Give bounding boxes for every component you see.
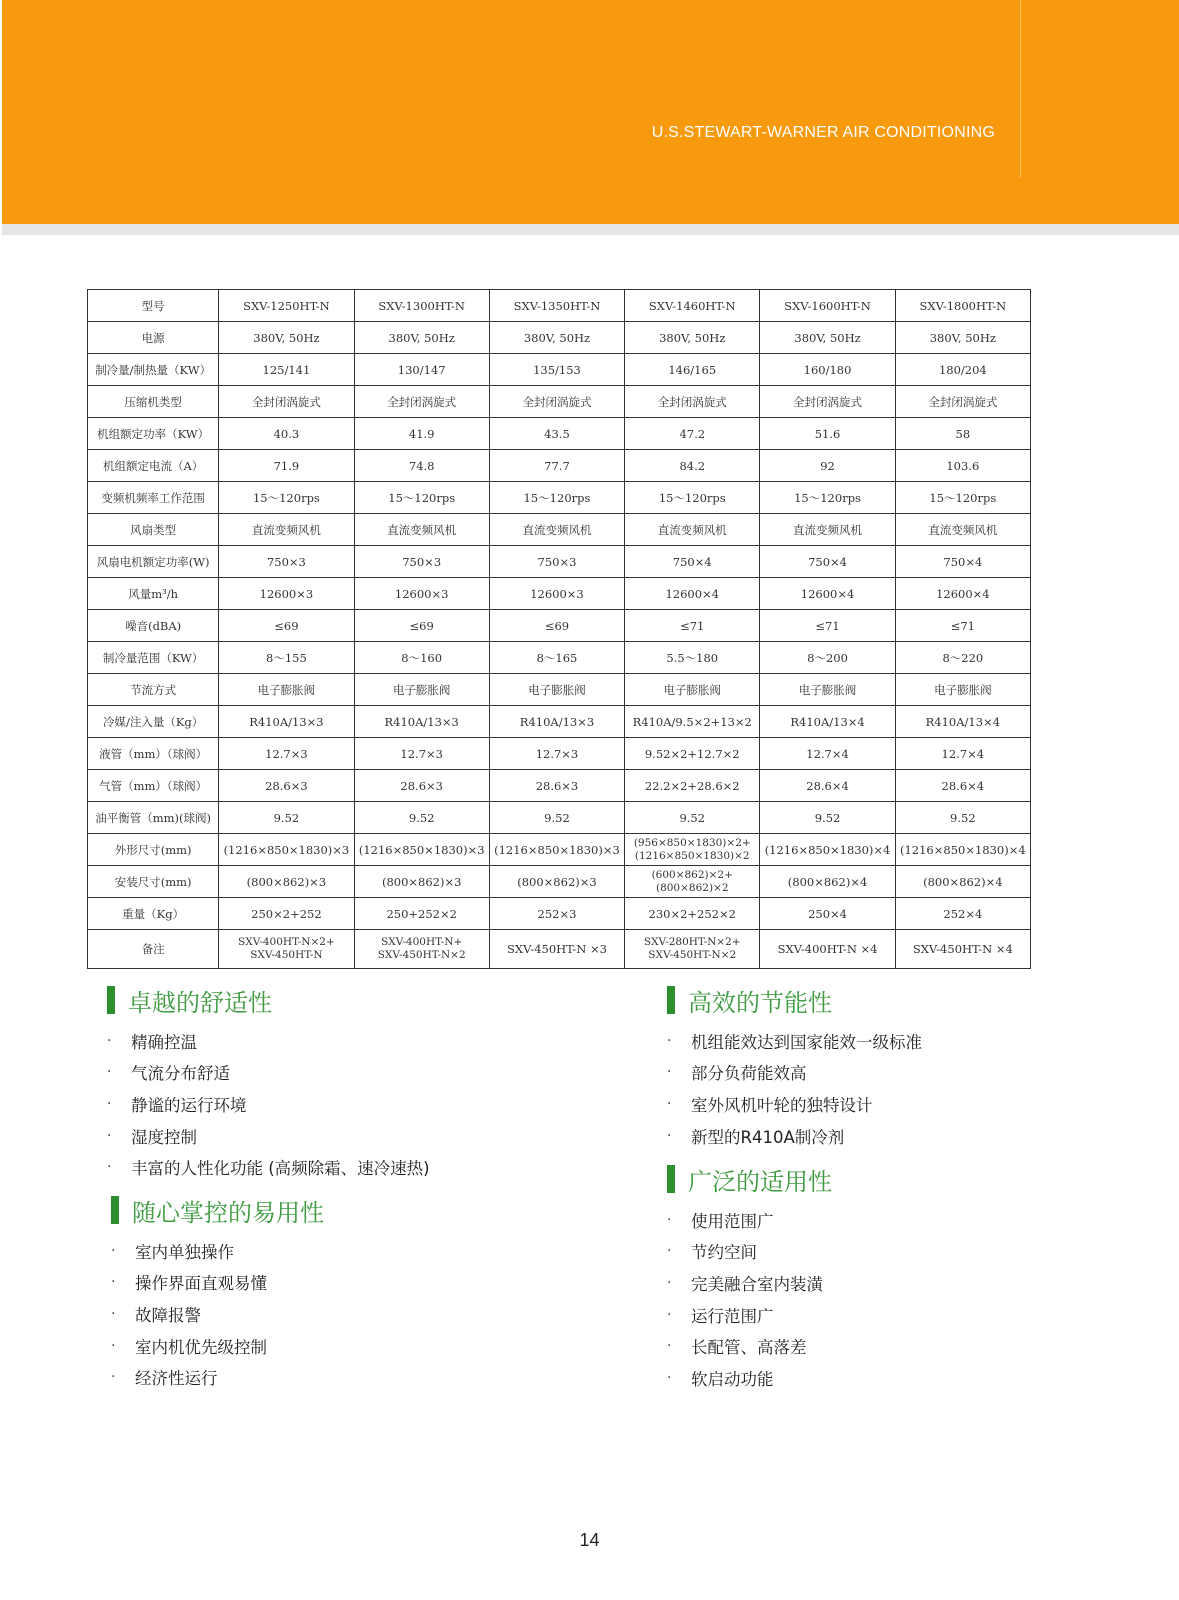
bullet-icon: · <box>667 1274 672 1291</box>
list-item <box>107 1151 430 1183</box>
list-item-text: 软启动功能 <box>691 1369 774 1389</box>
table-row <box>88 514 1031 546</box>
table-cell: 28.6×3 <box>354 770 489 802</box>
table-cell: 71.9 <box>219 450 354 482</box>
table-cell: 12600×4 <box>760 578 895 610</box>
row-label: 机组额定电流（A） <box>88 450 219 482</box>
bullet-icon: · <box>111 1305 116 1322</box>
section-heading <box>667 1164 832 1194</box>
bullet-icon: · <box>111 1242 116 1259</box>
table-cell: SXV-1800HT-N <box>895 290 1030 322</box>
table-row <box>88 322 1031 354</box>
table-row <box>88 898 1031 930</box>
list-item-text: 室外风机叶轮的独特设计 <box>691 1095 873 1115</box>
list-item <box>667 1025 922 1057</box>
heading-bar <box>107 986 115 1014</box>
table-cell: ≤71 <box>760 610 895 642</box>
bullet-icon: · <box>667 1095 672 1112</box>
cell-line: (600×862)×2+ <box>651 868 733 881</box>
list-item-text: 新型的R410A制冷剂 <box>691 1127 845 1147</box>
table-cell: 全封闭涡旋式 <box>895 386 1030 418</box>
list-item-text: 使用范围广 <box>691 1211 774 1231</box>
table-cell <box>625 834 760 866</box>
table-row <box>88 450 1031 482</box>
table-cell: SXV-1350HT-N <box>489 290 624 322</box>
table-cell: 直流变频风机 <box>354 514 489 546</box>
table-cell: SXV-1300HT-N <box>354 290 489 322</box>
row-label: 液管（mm）（球阀） <box>88 738 219 770</box>
table-row <box>88 834 1031 866</box>
list-item-text: 精确控温 <box>131 1032 197 1052</box>
list-item <box>111 1267 324 1299</box>
section-title: 高效的节能性 <box>688 988 832 1017</box>
list-item-text: 气流分布舒适 <box>131 1064 230 1084</box>
row-label: 变频机频率工作范围 <box>88 482 219 514</box>
row-label: 制冷量范围（KW） <box>88 642 219 674</box>
bullet-icon: · <box>111 1274 116 1291</box>
table-cell: 8～165 <box>489 642 624 674</box>
table-cell: 380V, 50Hz <box>625 322 760 354</box>
table-cell: 750×4 <box>625 546 760 578</box>
table-cell: 77.7 <box>489 450 624 482</box>
table-cell: 9.52 <box>625 802 760 834</box>
list-item <box>667 1362 832 1394</box>
table-cell <box>354 930 489 969</box>
table-cell: 8～200 <box>760 642 895 674</box>
list-item-text: 丰富的人性化功能 (高频除霜、速冷速热) <box>131 1159 430 1179</box>
list-item-text: 湿度控制 <box>131 1127 197 1147</box>
header-divider <box>1020 0 1021 178</box>
table-cell: 252×4 <box>895 898 1030 930</box>
table-cell: 74.8 <box>354 450 489 482</box>
row-label: 风扇类型 <box>88 514 219 546</box>
table-row <box>88 642 1031 674</box>
table-row <box>88 706 1031 738</box>
table-cell: (1216×850×1830)×3 <box>489 834 624 866</box>
table-cell: 750×4 <box>760 546 895 578</box>
table-cell: 15～120rps <box>219 482 354 514</box>
list-item <box>107 1088 430 1120</box>
row-label: 风扇电机额定功率(W) <box>88 546 219 578</box>
table-cell: 直流变频风机 <box>760 514 895 546</box>
spec-table-body <box>88 290 1031 969</box>
heading-bar <box>111 1196 119 1224</box>
table-cell: 22.2×2+28.6×2 <box>625 770 760 802</box>
section-usability <box>111 1195 324 1393</box>
table-cell: 135/153 <box>489 354 624 386</box>
row-label: 重量（Kg） <box>88 898 219 930</box>
list-item-text: 操作界面直观易懂 <box>135 1274 267 1294</box>
table-cell: SXV-1460HT-N <box>625 290 760 322</box>
table-cell: ≤69 <box>219 610 354 642</box>
bullet-icon: · <box>107 1127 112 1144</box>
list-item <box>107 1120 430 1152</box>
table-cell: 160/180 <box>760 354 895 386</box>
list-item-text: 室内单独操作 <box>135 1242 234 1262</box>
bullet-icon: · <box>111 1337 116 1354</box>
section-heading <box>111 1195 324 1225</box>
table-row <box>88 386 1031 418</box>
table-cell: 9.52 <box>354 802 489 834</box>
table-cell: 全封闭涡旋式 <box>219 386 354 418</box>
page-number: 14 <box>579 1530 600 1550</box>
table-cell <box>625 866 760 898</box>
list-item-text: 室内机优先级控制 <box>135 1337 267 1357</box>
row-label: 气管（mm）（球阀） <box>88 770 219 802</box>
table-cell: R410A/13×3 <box>489 706 624 738</box>
table-cell: 43.5 <box>489 418 624 450</box>
table-cell: 750×3 <box>219 546 354 578</box>
table-cell: 12600×4 <box>895 578 1030 610</box>
table-cell: 9.52×2+12.7×2 <box>625 738 760 770</box>
bullet-icon: · <box>107 1064 112 1081</box>
table-cell <box>219 930 354 969</box>
table-cell: (800×862)×4 <box>760 866 895 898</box>
table-cell: (800×862)×3 <box>219 866 354 898</box>
table-cell: (1216×850×1830)×3 <box>354 834 489 866</box>
table-cell: SXV-1250HT-N <box>219 290 354 322</box>
row-label: 冷媒/注入量（Kg） <box>88 706 219 738</box>
table-cell: 146/165 <box>625 354 760 386</box>
table-cell: R410A/13×4 <box>895 706 1030 738</box>
table-row <box>88 930 1031 969</box>
table-cell: 750×3 <box>354 546 489 578</box>
table-cell: 12600×3 <box>489 578 624 610</box>
list-item-text: 完美融合室内装潢 <box>691 1274 823 1294</box>
header-shadow <box>2 224 1179 235</box>
table-cell: 直流变频风机 <box>625 514 760 546</box>
row-label: 制冷量/制热量（KW） <box>88 354 219 386</box>
table-cell: 12600×4 <box>625 578 760 610</box>
table-row <box>88 290 1031 322</box>
table-cell: 252×3 <box>489 898 624 930</box>
table-cell: SXV-450HT-N ×3 <box>489 930 624 969</box>
table-cell: ≤69 <box>354 610 489 642</box>
table-cell: SXV-1600HT-N <box>760 290 895 322</box>
cell-line: SXV-280HT-N×2+ <box>643 936 741 948</box>
table-cell: 250+252×2 <box>354 898 489 930</box>
row-label: 外形尺寸(mm) <box>88 834 219 866</box>
table-row <box>88 738 1031 770</box>
table-cell: 12600×3 <box>354 578 489 610</box>
cell-line: SXV-400HT-N×2+ <box>238 936 335 948</box>
table-cell: 750×4 <box>895 546 1030 578</box>
table-cell: 47.2 <box>625 418 760 450</box>
table-cell: 全封闭涡旋式 <box>489 386 624 418</box>
table-cell: 直流变频风机 <box>489 514 624 546</box>
list-item <box>111 1298 324 1330</box>
table-row <box>88 418 1031 450</box>
table-cell: 250×4 <box>760 898 895 930</box>
table-cell: 92 <box>760 450 895 482</box>
table-cell: SXV-450HT-N ×4 <box>895 930 1030 969</box>
table-cell: ≤69 <box>489 610 624 642</box>
feature-list <box>111 1235 324 1393</box>
bullet-icon: · <box>667 1306 672 1323</box>
table-cell: 28.6×4 <box>760 770 895 802</box>
list-item <box>111 1361 324 1393</box>
row-label: 油平衡管（mm)(球阀) <box>88 802 219 834</box>
table-cell: 28.6×3 <box>219 770 354 802</box>
bullet-icon: · <box>667 1369 672 1386</box>
table-cell: 103.6 <box>895 450 1030 482</box>
table-cell: 12.7×4 <box>760 738 895 770</box>
table-cell: (800×862)×3 <box>354 866 489 898</box>
table-cell: 全封闭涡旋式 <box>760 386 895 418</box>
cell-line: SXV-450HT-N×2 <box>648 949 737 961</box>
table-cell: 电子膨胀阀 <box>489 674 624 706</box>
section-comfort <box>107 985 430 1183</box>
section-title: 随心掌控的易用性 <box>132 1198 324 1227</box>
list-item <box>107 1025 430 1057</box>
table-row <box>88 546 1031 578</box>
list-item-text: 静谧的运行环境 <box>131 1095 247 1115</box>
table-cell: 8～155 <box>219 642 354 674</box>
table-cell: 58 <box>895 418 1030 450</box>
table-cell: 电子膨胀阀 <box>354 674 489 706</box>
list-item <box>667 1236 832 1268</box>
feature-list <box>667 1204 832 1394</box>
section-heading <box>107 985 430 1015</box>
cell-line: (800×862)×2 <box>655 881 729 894</box>
heading-bar <box>667 986 675 1014</box>
feature-list <box>667 1025 922 1151</box>
table-cell: 12.7×3 <box>219 738 354 770</box>
table-cell: 9.52 <box>895 802 1030 834</box>
table-cell: ≤71 <box>895 610 1030 642</box>
table-cell: 380V, 50Hz <box>895 322 1030 354</box>
row-label: 噪音(dBA) <box>88 610 219 642</box>
table-cell: 直流变频风机 <box>219 514 354 546</box>
brand-title: U.S.STEWART-WARNER AIR CONDITIONING <box>651 124 995 141</box>
table-cell: ≤71 <box>625 610 760 642</box>
bullet-icon: · <box>111 1369 116 1386</box>
table-cell: 28.6×4 <box>895 770 1030 802</box>
section-title: 卓越的舒适性 <box>128 988 272 1017</box>
table-cell: 电子膨胀阀 <box>625 674 760 706</box>
table-cell: 电子膨胀阀 <box>219 674 354 706</box>
heading-bar <box>667 1165 675 1193</box>
list-item <box>667 1299 832 1331</box>
table-cell: 380V, 50Hz <box>489 322 624 354</box>
list-item <box>667 1267 832 1299</box>
list-item-text: 故障报警 <box>135 1305 201 1325</box>
row-label: 节流方式 <box>88 674 219 706</box>
table-row <box>88 866 1031 898</box>
cell-line: SXV-450HT-N×2 <box>377 949 466 961</box>
table-cell: 230×2+252×2 <box>625 898 760 930</box>
table-row <box>88 802 1031 834</box>
row-label: 备注 <box>88 930 219 969</box>
table-cell: 9.52 <box>219 802 354 834</box>
list-item <box>667 1057 922 1089</box>
bullet-icon: · <box>107 1032 112 1049</box>
bullet-icon: · <box>667 1032 672 1049</box>
bullet-icon: · <box>667 1243 672 1260</box>
table-cell: 全封闭涡旋式 <box>354 386 489 418</box>
section-applicability <box>667 1164 832 1394</box>
table-cell: 8～220 <box>895 642 1030 674</box>
table-cell: R410A/13×3 <box>219 706 354 738</box>
bullet-icon: · <box>107 1159 112 1176</box>
table-cell: (800×862)×4 <box>895 866 1030 898</box>
table-cell: 51.6 <box>760 418 895 450</box>
table-cell: 84.2 <box>625 450 760 482</box>
bullet-icon: · <box>667 1338 672 1355</box>
table-cell: 40.3 <box>219 418 354 450</box>
table-cell: (800×862)×3 <box>489 866 624 898</box>
table-cell: 380V, 50Hz <box>219 322 354 354</box>
cell-line: (956×850×1830)×2+ <box>633 836 751 849</box>
table-cell: 130/147 <box>354 354 489 386</box>
table-row <box>88 610 1031 642</box>
table-cell: 380V, 50Hz <box>354 322 489 354</box>
table-cell: 15～120rps <box>354 482 489 514</box>
table-cell: 125/141 <box>219 354 354 386</box>
table-cell: SXV-400HT-N ×4 <box>760 930 895 969</box>
table-cell: 15～120rps <box>489 482 624 514</box>
section-efficiency <box>667 985 922 1151</box>
list-item <box>107 1057 430 1089</box>
list-item-text: 机组能效达到国家能效一级标准 <box>691 1032 922 1052</box>
bullet-icon: · <box>667 1064 672 1081</box>
table-cell: (1216×850×1830)×3 <box>219 834 354 866</box>
table-cell: 9.52 <box>489 802 624 834</box>
list-item-text: 运行范围广 <box>691 1306 774 1326</box>
table-cell: 28.6×3 <box>489 770 624 802</box>
list-item <box>111 1330 324 1362</box>
table-cell: R410A/13×4 <box>760 706 895 738</box>
list-item <box>667 1120 922 1152</box>
table-cell: 12600×3 <box>219 578 354 610</box>
table-cell: 5.5～180 <box>625 642 760 674</box>
table-row <box>88 578 1031 610</box>
table-cell: 8～160 <box>354 642 489 674</box>
list-item-text: 长配管、高落差 <box>691 1338 807 1358</box>
list-item-text: 部分负荷能效高 <box>691 1064 807 1084</box>
list-item-text: 经济性运行 <box>135 1369 218 1389</box>
row-label: 型号 <box>88 290 219 322</box>
bullet-icon: · <box>667 1211 672 1228</box>
row-label: 机组额定功率（KW） <box>88 418 219 450</box>
table-cell: 380V, 50Hz <box>760 322 895 354</box>
table-cell: 全封闭涡旋式 <box>625 386 760 418</box>
table-row <box>88 674 1031 706</box>
cell-line: SXV-400HT-N+ <box>381 936 463 948</box>
list-item <box>667 1204 832 1236</box>
row-label: 压缩机类型 <box>88 386 219 418</box>
list-item <box>111 1235 324 1267</box>
table-row <box>88 482 1031 514</box>
table-cell: 180/204 <box>895 354 1030 386</box>
table-cell: 750×3 <box>489 546 624 578</box>
table-cell: R410A/9.5×2+13×2 <box>625 706 760 738</box>
table-cell <box>625 930 760 969</box>
table-cell: R410A/13×3 <box>354 706 489 738</box>
list-item-text: 节约空间 <box>691 1243 757 1263</box>
table-row <box>88 354 1031 386</box>
table-cell: 15～120rps <box>625 482 760 514</box>
table-cell: (1216×850×1830)×4 <box>760 834 895 866</box>
table-cell: 直流变频风机 <box>895 514 1030 546</box>
section-title: 广泛的适用性 <box>688 1167 832 1196</box>
table-cell: 15～120rps <box>895 482 1030 514</box>
table-cell: 12.7×4 <box>895 738 1030 770</box>
bullet-icon: · <box>107 1095 112 1112</box>
table-cell: 电子膨胀阀 <box>895 674 1030 706</box>
table-cell: 15～120rps <box>760 482 895 514</box>
cell-line: (1216×850×1830)×2 <box>634 849 750 862</box>
row-label: 安装尺寸(mm) <box>88 866 219 898</box>
spec-table <box>87 289 1031 969</box>
list-item <box>667 1088 922 1120</box>
bullet-icon: · <box>667 1127 672 1144</box>
table-cell: 12.7×3 <box>354 738 489 770</box>
table-cell: 12.7×3 <box>489 738 624 770</box>
section-heading <box>667 985 922 1015</box>
table-cell: (1216×850×1830)×4 <box>895 834 1030 866</box>
row-label: 风量m³/h <box>88 578 219 610</box>
list-item <box>667 1330 832 1362</box>
feature-list <box>107 1025 430 1183</box>
row-label: 电源 <box>88 322 219 354</box>
table-cell: 电子膨胀阀 <box>760 674 895 706</box>
table-row <box>88 770 1031 802</box>
table-cell: 41.9 <box>354 418 489 450</box>
table-cell: 9.52 <box>760 802 895 834</box>
cell-line: SXV-450HT-N <box>250 949 323 961</box>
table-cell: 250×2+252 <box>219 898 354 930</box>
header-band <box>2 0 1179 224</box>
